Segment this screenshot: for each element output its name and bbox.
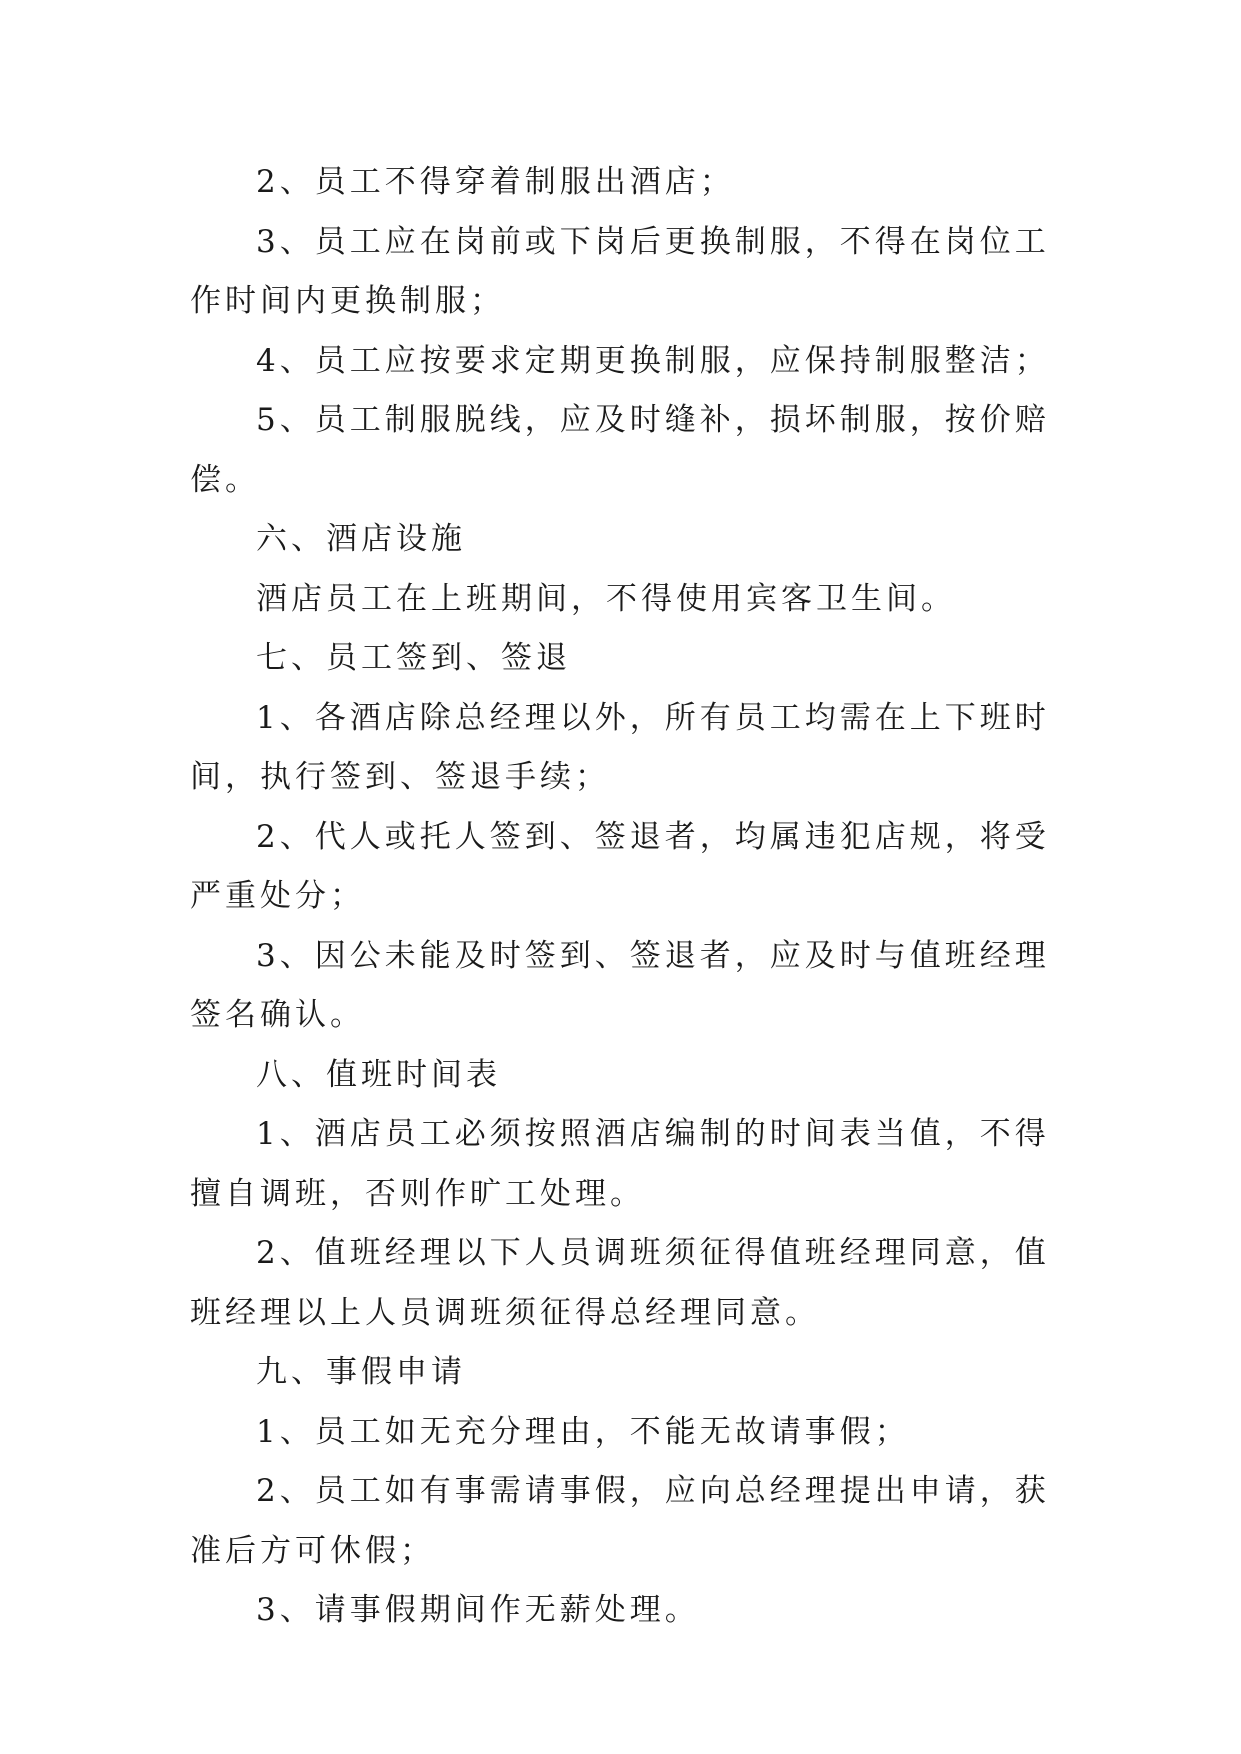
list-item: 1、员工如无充分理由，不能无故请事假； xyxy=(256,1413,910,1450)
list-item: 1、各酒店除总经理以外，所有员工均需在上下班时间，执行签到、签退手续； xyxy=(190,699,1050,795)
list-item: 2、值班经理以下人员调班须征得值班经理同意，值班经理以上人员调班须征得总经理同意。 xyxy=(190,1235,1050,1331)
section-heading-leave-request: 九、事假申请 xyxy=(256,1354,466,1390)
list-item: 酒店员工在上班期间，不得使用宾客卫生间。 xyxy=(256,580,956,617)
list-item: 3、因公未能及时签到、签退者，应及时与值班经理签名确认。 xyxy=(190,937,1050,1033)
list-item: 5、员工制服脱线，应及时缝补，损坏制服，按价赔偿。 xyxy=(190,402,1050,498)
list-item: 1、酒店员工必须按照酒店编制的时间表当值，不得擅自调班，否则作旷工处理。 xyxy=(190,1116,1050,1212)
list-item: 2、代人或托人签到、签退者，均属违犯店规，将受严重处分； xyxy=(190,818,1050,914)
list-item: 3、请事假期间作无薪处理。 xyxy=(256,1592,700,1628)
section-heading-facilities: 六、酒店设施 xyxy=(256,521,466,557)
list-item: 4、员工应按要求定期更换制服，应保持制服整洁； xyxy=(256,342,1050,379)
document-body xyxy=(190,153,1050,1641)
list-item: 3、员工应在岗前或下岗后更换制服，不得在岗位工作时间内更换制服； xyxy=(190,223,1050,319)
section-heading-sign-in: 七、员工签到、签退 xyxy=(256,640,571,676)
section-heading-duty-schedule: 八、值班时间表 xyxy=(256,1056,501,1093)
list-item: 2、员工不得穿着制服出酒店； xyxy=(256,164,735,200)
list-item: 2、员工如有事需请事假，应向总经理提出申请，获准后方可休假； xyxy=(190,1473,1050,1569)
